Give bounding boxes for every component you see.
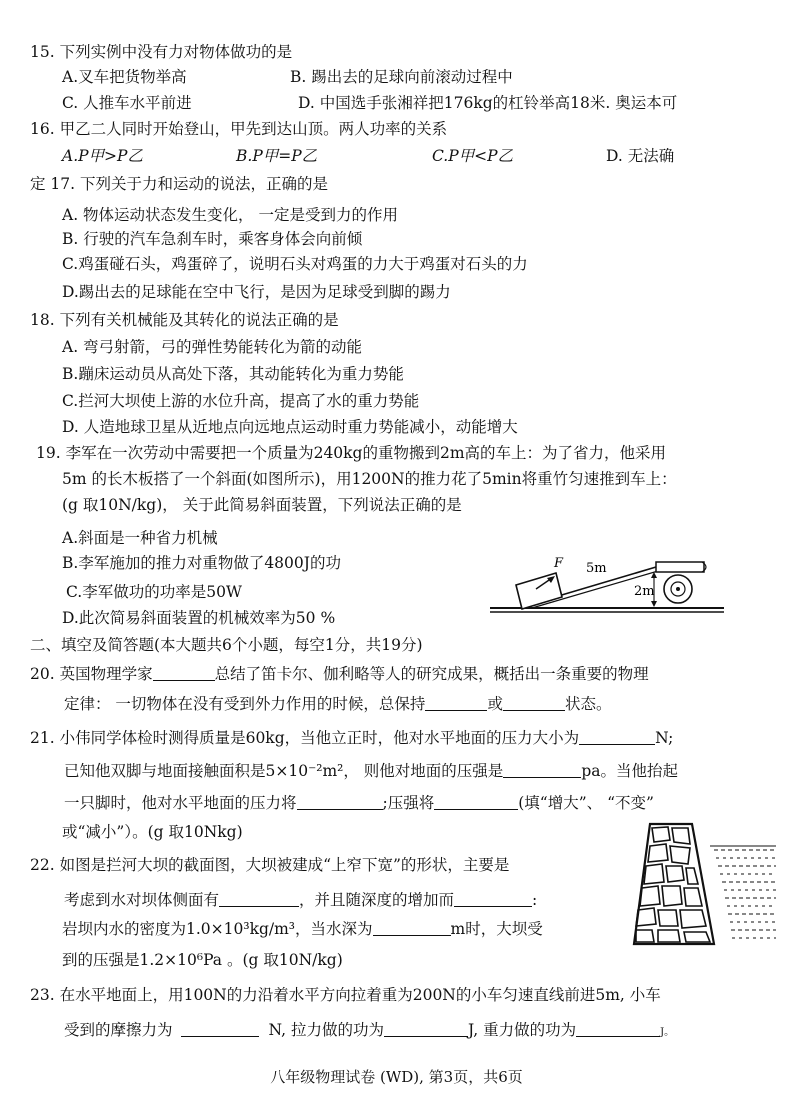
q15-stem: 15. 下列实例中没有力对物体做功的是 xyxy=(30,43,293,61)
q22-line-2 xyxy=(64,890,537,910)
q21-blank-2[interactable] xyxy=(503,763,581,778)
q23-blank-1[interactable] xyxy=(181,1022,259,1037)
q23-text-c: J, 重力做的功为 xyxy=(467,1021,577,1039)
q19-line-3: (g 取10N/kg)， 关于此简易斜面装置，下列说法正确的是 xyxy=(62,496,462,514)
q15-option-b: B. 踢出去的足球向前滚动过程中 xyxy=(290,68,513,86)
q22-blank-2[interactable] xyxy=(454,892,532,907)
q18-option-a: A. 弯弓射箭，弓的弹性势能转化为箭的动能 xyxy=(62,338,363,356)
q20-line-1 xyxy=(30,664,649,684)
q18-option-c: C.拦河大坝使上游的水位升高，提高了水的重力势能 xyxy=(62,392,420,410)
q21-text-d: pa。当他抬起 xyxy=(581,762,678,780)
q20-text-e: 状态。 xyxy=(564,695,612,713)
q22-text-d: 岩坝内水的密度为1.0×10³kg/m³，当水深为 xyxy=(62,920,373,938)
page-footer: 八年级物理试卷 (WD), 第3页，共6页 xyxy=(270,1068,523,1086)
q20-text-c: 定律： 一切物体在没有受到外力作用的时候，总保持 xyxy=(64,695,426,713)
q22-line-4: 到的压强是1.2×10⁶Pa 。(g 取10N/kg) xyxy=(62,951,343,969)
q23-blank-3[interactable] xyxy=(576,1022,660,1037)
q22-text-a: 考虑到水对坝体侧面有 xyxy=(64,891,220,909)
q21-text-b: N; xyxy=(655,729,674,747)
q21-line-4: 或“减小”）。(g 取10Nkg) xyxy=(62,823,243,841)
q22-line-3 xyxy=(62,919,543,939)
q19-option-b: B.李军施加的推力对重物做了4800J的功 xyxy=(62,554,341,572)
q15-option-d: D. 中国选手张湘祥把176kg的杠铃举高18米. 奥运本可 xyxy=(298,94,678,112)
q18-option-b: B.蹦床运动员从高处下落，其动能转化为重力势能 xyxy=(62,365,404,383)
q21-line-3 xyxy=(64,793,654,813)
q17-stem: 定 17. 下列关于力和运动的说法，正确的是 xyxy=(30,175,329,193)
q19-line-1: 19. 李军在一次劳动中需要把一个质量为240kg的重物搬到2m高的车上：为了省力，他采用 xyxy=(36,444,667,462)
q20-text-a: 20. 英国物理学家 xyxy=(30,665,153,683)
q16-option-a: A.P甲>P乙 xyxy=(62,147,143,165)
q18-stem: 18. 下列有关机械能及其转化的说法正确的是 xyxy=(30,311,339,329)
q15-option-a: A.叉车把货物举高 xyxy=(62,68,187,86)
section-2-heading: 二、填空及简答题(本大题共6个小题，每空1分，共19分) xyxy=(30,636,423,654)
dam-figure xyxy=(630,820,780,948)
q23-line-2 xyxy=(64,1020,674,1043)
q20-blank-3[interactable] xyxy=(503,696,565,711)
q19-option-c: C.李军做功的功率是50W xyxy=(66,583,242,601)
q19-line-2: 5m 的长木板搭了一个斜面(如图所示)，用1200N的推力花了5min将重竹匀速推到车上： xyxy=(62,470,677,488)
q20-line-2 xyxy=(64,694,611,714)
q20-blank-1[interactable] xyxy=(153,666,215,681)
q21-blank-1[interactable] xyxy=(579,730,655,745)
q21-text-a: 21. 小伟同学体检时测得质量是60kg，当他立正时，他对水平地面的压力大小为 xyxy=(30,729,580,747)
q19-option-d: D.此次简易斜面装置的机械效率为50 % xyxy=(62,609,336,627)
q23-text-a: 受到的摩擦力为 xyxy=(64,1021,173,1039)
q16-stem: 16. 甲乙二人同时开始登山，甲先到达山顶。两人功率的关系 xyxy=(30,120,448,138)
fig-length-label: 5m xyxy=(586,561,607,576)
q21-text-g: (填“增大”、 “不变” xyxy=(518,794,654,812)
q23-text-b: N, 拉力做的功为 xyxy=(268,1021,384,1039)
q21-blank-3[interactable] xyxy=(297,795,383,810)
q18-option-d: D. 人造地球卫星从近地点向远地点运动时重力势能减小，动能增大 xyxy=(62,418,518,436)
incline-figure xyxy=(488,545,728,620)
q22-blank-3[interactable] xyxy=(373,921,451,936)
q15-option-c: C. 人推车水平前进 xyxy=(62,94,192,112)
q21-line-2 xyxy=(64,761,678,781)
q21-line-1 xyxy=(30,728,673,748)
q16-option-d: D. 无法确 xyxy=(606,147,675,165)
q17-option-b: B. 行驶的汽车急刹车时，乘客身体会向前倾 xyxy=(62,230,363,248)
fig-height-label: 2m xyxy=(634,584,655,599)
q19-option-a: A.斜面是一种省力机械 xyxy=(62,529,218,547)
q17-option-a: A. 物体运动状态发生变化， 一定是受到力的作用 xyxy=(62,206,398,224)
fig-force-label: F xyxy=(554,556,564,571)
q21-text-f: ;压强将 xyxy=(382,794,435,812)
q23-line-1: 23. 在水平地面上，用100N的力沿着水平方向拉着重为200N的小车匀速直线前进5m, 小车 xyxy=(30,986,661,1004)
q22-line-1: 22. 如图是拦河大坝的截面图，大坝被建成“上窄下宽”的形状，主要是 xyxy=(30,856,510,874)
q22-blank-1[interactable] xyxy=(219,892,299,907)
q20-text-b: 总结了笛卡尔、伽利略等人的研究成果，概括出一条重要的物理 xyxy=(214,665,649,683)
q22-text-e: m时，大坝受 xyxy=(450,920,543,938)
q16-option-b: B.P甲=P乙 xyxy=(236,147,318,165)
q22-text-c: : xyxy=(532,891,538,909)
q20-blank-2[interactable] xyxy=(425,696,487,711)
q17-option-c: C.鸡蛋碰石头，鸡蛋碎了，说明石头对鸡蛋的力大于鸡蛋对石头的力 xyxy=(62,255,528,273)
q20-text-d: 或 xyxy=(487,695,503,713)
q21-blank-4[interactable] xyxy=(434,795,518,810)
q16-option-c: C.P甲<P乙 xyxy=(432,147,514,165)
q21-text-c: 已知他双脚与地面接触面积是5×10⁻²m²， 则他对地面的压强是 xyxy=(64,762,504,780)
q22-text-b: ，并且随深度的增加而 xyxy=(299,891,455,909)
q21-text-e: 一只脚时，他对水平地面的压力将 xyxy=(64,794,297,812)
q23-blank-2[interactable] xyxy=(384,1022,468,1037)
q17-option-d: D.踢出去的足球能在空中飞行，是因为足球受到脚的踢力 xyxy=(62,283,451,301)
q23-text-d: J。 xyxy=(660,1027,675,1038)
